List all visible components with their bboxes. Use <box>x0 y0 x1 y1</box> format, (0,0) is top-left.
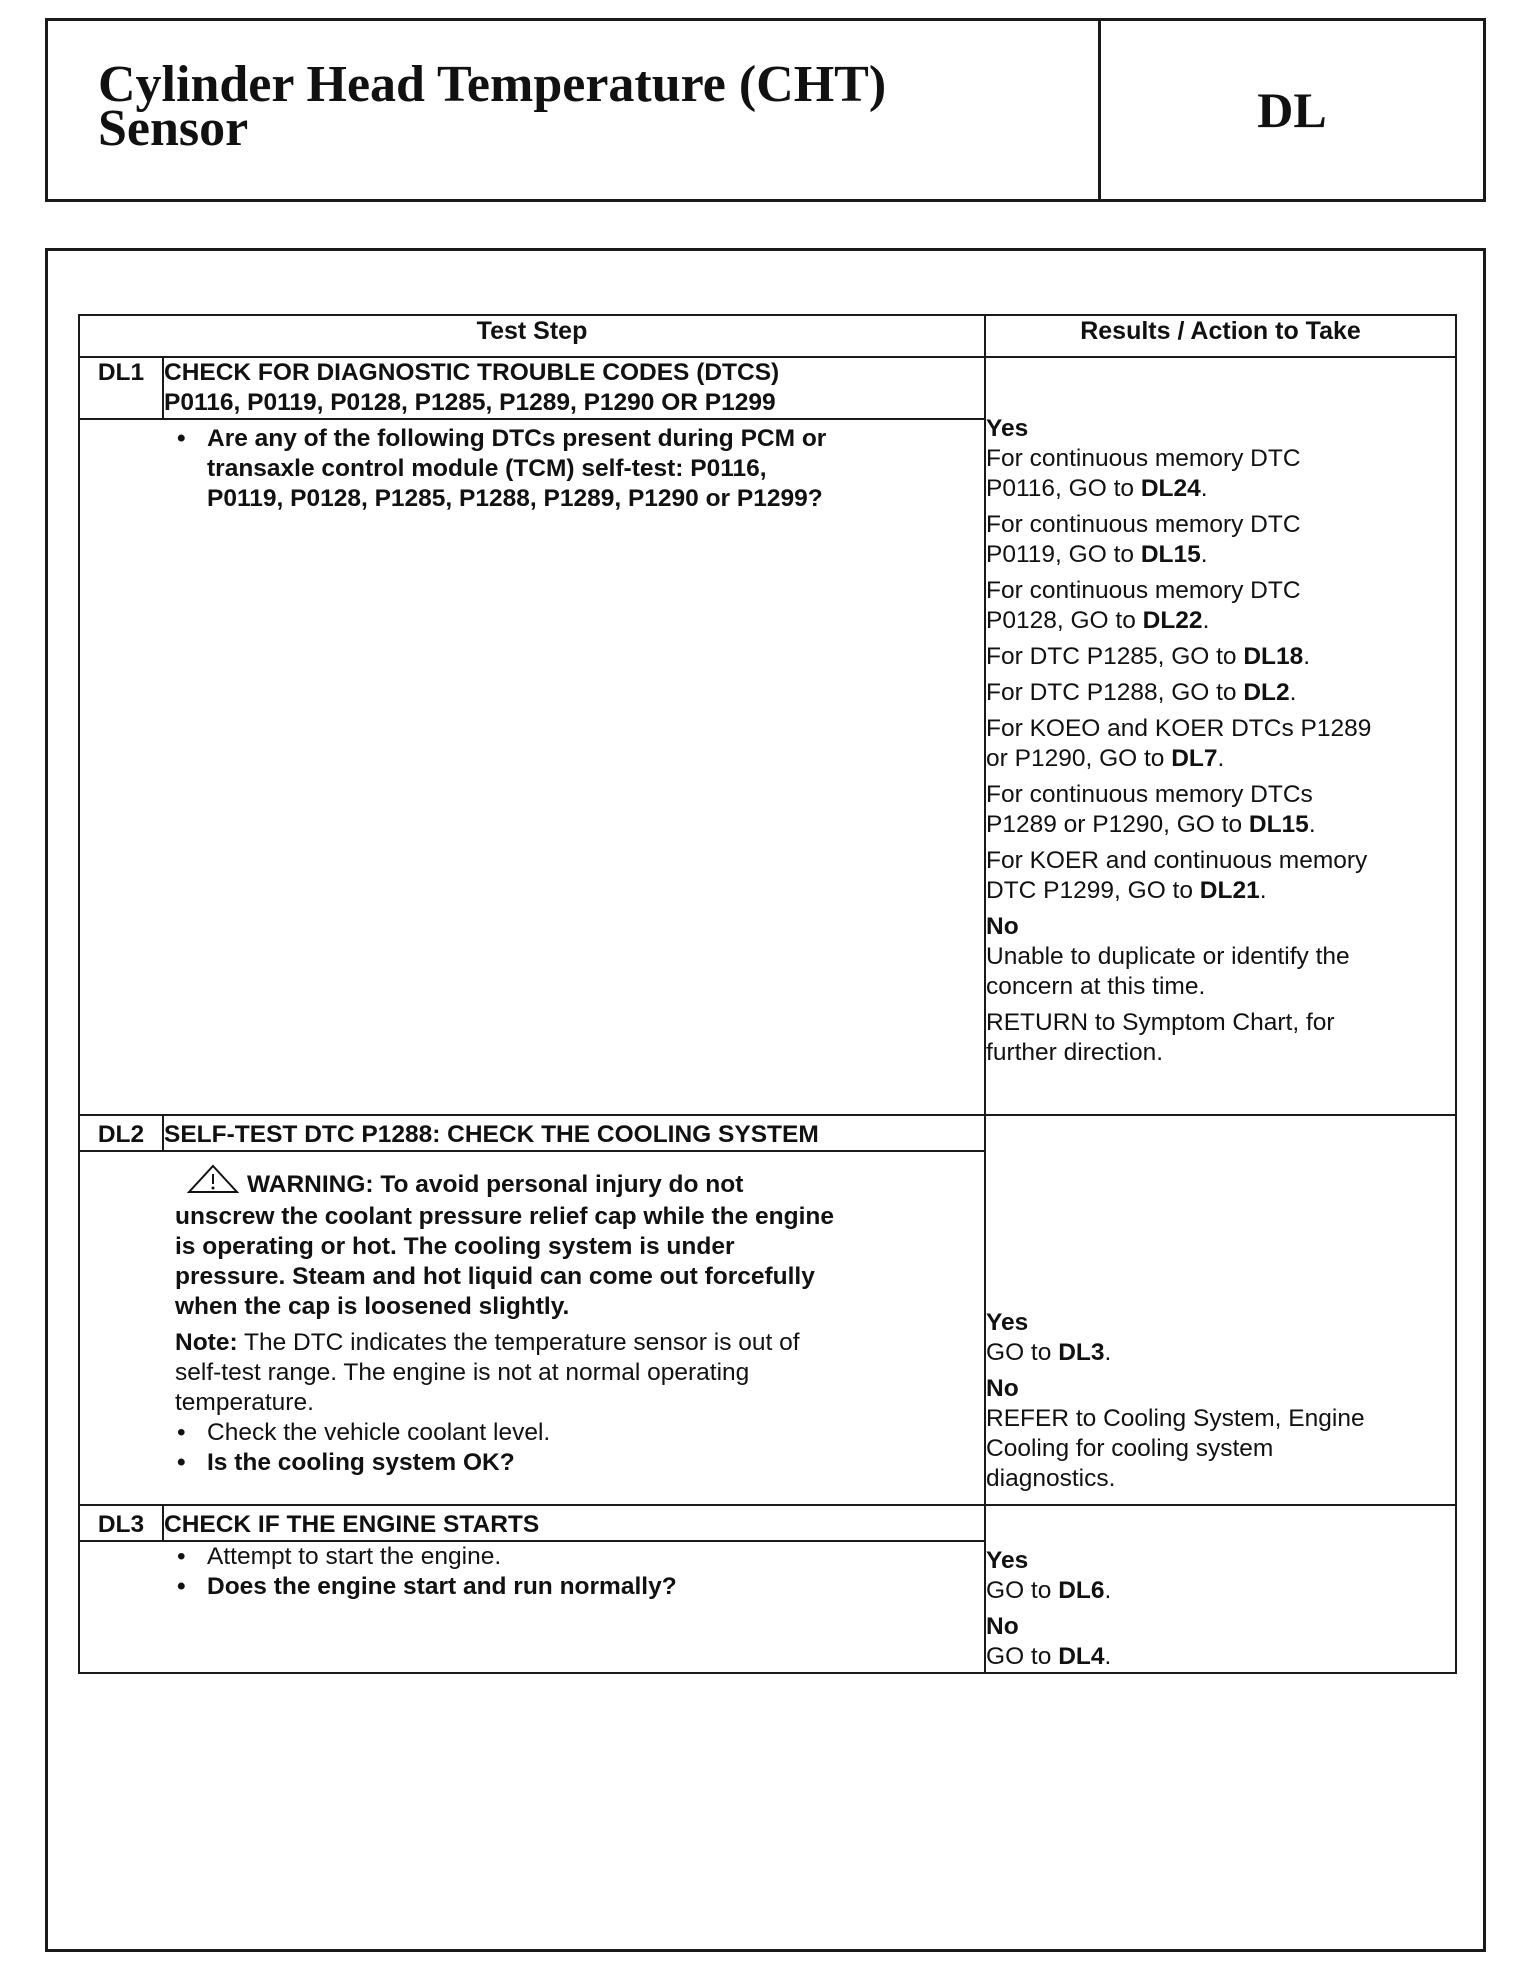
no-label: No <box>986 1375 1019 1402</box>
yes-label: Yes <box>986 1547 1029 1574</box>
step-dl2-title-row <box>79 1115 1456 1151</box>
result-item: GO to DL3. <box>986 1339 1112 1366</box>
page-header <box>45 18 1486 202</box>
result-item: For KOEO and KOER DTCs P1289 or P1290, GO to DL7. <box>986 715 1372 772</box>
step-id-spacer <box>79 419 163 1115</box>
section-code: DL <box>1257 82 1327 138</box>
no-label: No <box>986 913 1019 940</box>
result-item: For continuous memory DTCs P1289 or P1290, GO to DL15. <box>986 781 1316 838</box>
step-id-dl2: DL2 <box>79 1115 163 1151</box>
step-id-dl1: DL1 <box>79 357 163 419</box>
step-body-dl3 <box>163 1541 985 1673</box>
step-id-dl3: DL3 <box>79 1505 163 1541</box>
result-item: For DTC P1285, GO to DL18. <box>986 643 1311 670</box>
result-item: For continuous memory DTC P0119, GO to DL15. <box>986 511 1301 568</box>
result-item: For continuous memory DTC P0116, GO to DL24. <box>986 445 1301 502</box>
result-item: GO to DL6. <box>986 1577 1112 1604</box>
table-header-row <box>79 315 1456 357</box>
yes-label: Yes <box>986 1309 1029 1336</box>
test-step-header: Test Step <box>79 315 985 357</box>
no-result-text: REFER to Cooling System, Engine Cooling for cooling system diagnostics. <box>986 1405 1365 1492</box>
step-title-dl3: CHECK IF THE ENGINE STARTS <box>163 1505 985 1541</box>
step-dl1-title-row <box>79 357 1456 419</box>
results-dl3 <box>985 1505 1456 1673</box>
question-dl1: • Are any of the following DTCs present during PCM or transaxle control module (TCM) self-test: P0116, P0119, P0128, P1285, P1288, P1289, P1290 or P1299? <box>163 424 984 514</box>
step-body-dl1 <box>163 419 985 1115</box>
step-body-dl2 <box>163 1151 985 1505</box>
step-id-spacer <box>79 1541 163 1673</box>
results-dl2 <box>985 1115 1456 1505</box>
return-result-text: RETURN to Symptom Chart, for further direction. <box>986 1009 1335 1066</box>
step-title-dl1: CHECK FOR DIAGNOSTIC TROUBLE CODES (DTCS) P0116, P0119, P0128, P1285, P1289, P1290 OR P1299 <box>163 357 985 419</box>
bullet-check-coolant: • Check the vehicle coolant level. <box>163 1418 984 1448</box>
result-item: For DTC P1288, GO to DL2. <box>986 679 1297 706</box>
page-title: Cylinder Head Temperature (CHT) Sensor <box>98 56 887 157</box>
question-dl3: • Does the engine start and run normally? <box>163 1572 984 1602</box>
no-result-text: Unable to duplicate or identify the concern at this time. <box>986 943 1350 1000</box>
warning-block: WARNING: To avoid personal injury do not unscrew the coolant pressure relief cap while the engine is operating or hot. The cooling system is under pressure. Steam and hot liquid can come out forcefully when the cap is loosened slightly. <box>79 1164 984 1322</box>
results-header: Results / Action to Take <box>985 315 1456 357</box>
warning-triangle-icon <box>187 1164 239 1202</box>
step-dl3-title-row <box>79 1505 1456 1541</box>
result-item: For continuous memory DTC P0128, GO to DL22. <box>986 577 1301 634</box>
result-item: For KOER and continuous memory DTC P1299, GO to DL21. <box>986 847 1368 904</box>
yes-label: Yes <box>986 415 1029 442</box>
question-dl2: • Is the cooling system OK? <box>163 1448 984 1478</box>
diagnostic-table <box>78 314 1457 1674</box>
result-item: GO to DL4. <box>986 1643 1112 1670</box>
bullet-attempt-start: • Attempt to start the engine. <box>163 1542 984 1572</box>
step-title-dl2: SELF-TEST DTC P1288: CHECK THE COOLING SYSTEM <box>163 1115 985 1151</box>
results-dl1 <box>985 357 1456 1115</box>
note-block: Note: The DTC indicates the temperature sensor is out of self-test range. The engine is not at normal operating temperature. <box>175 1329 800 1416</box>
no-label: No <box>986 1613 1019 1640</box>
